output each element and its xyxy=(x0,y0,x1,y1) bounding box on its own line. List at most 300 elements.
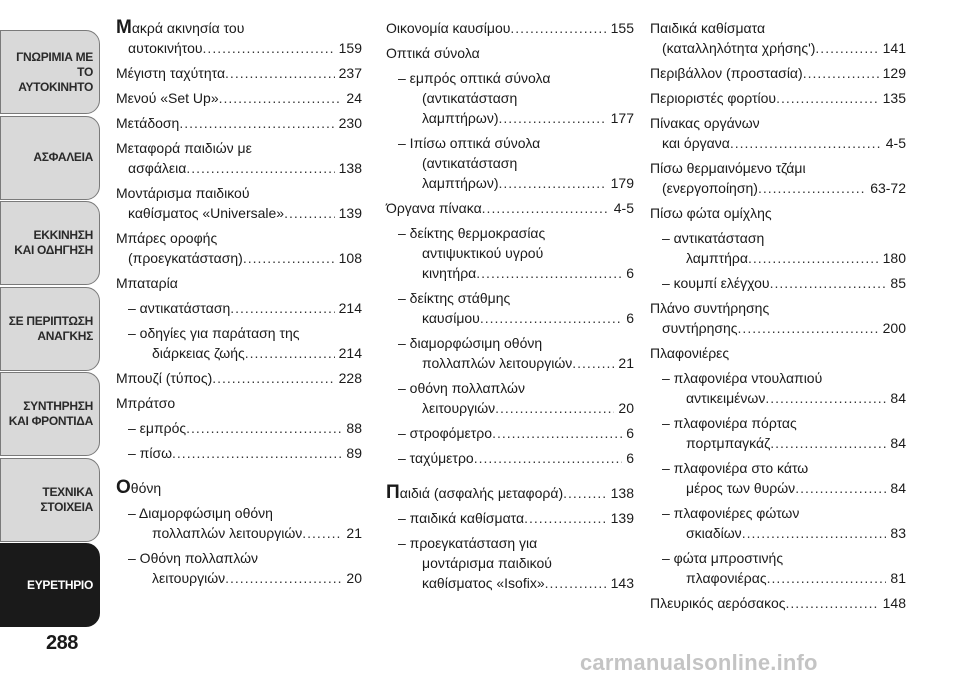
index-entry-text: – πίσω xyxy=(128,445,173,461)
index-entry-text: Οπτικά σύνολα xyxy=(386,45,480,61)
dot-leader xyxy=(243,248,335,268)
index-entry-text: – κουμπί ελέγχου xyxy=(662,275,770,291)
index-entry-text: Όργανα πίνακα xyxy=(386,200,482,216)
index-entry-text: – Οθόνη πολλαπλών xyxy=(128,550,259,566)
index-page-ref[interactable]: 139 xyxy=(610,510,634,526)
section-gap xyxy=(116,468,362,478)
index-entry-text: Πίσω θερμαινόμενο τζάμι xyxy=(650,160,806,176)
index-entry-text: σκιαδίων xyxy=(686,525,742,541)
dot-leader xyxy=(219,88,343,108)
index-page-ref[interactable]: 4-5 xyxy=(613,200,634,216)
index-entry[interactable] xyxy=(650,458,906,498)
index-entry-text: – φώτα μπροστινής xyxy=(662,550,784,566)
dot-leader xyxy=(770,273,887,293)
index-page-ref[interactable]: 138 xyxy=(610,485,634,501)
index-entry-line xyxy=(398,533,634,553)
index-entry-line xyxy=(116,38,362,58)
index-entry[interactable] xyxy=(116,228,362,268)
index-entry-line xyxy=(662,433,906,453)
dot-leader xyxy=(524,508,607,528)
index-entry-text: καθίσματος «Isofix» xyxy=(422,575,545,591)
index-page-ref[interactable]: 237 xyxy=(338,65,362,81)
index-column-2 xyxy=(386,18,634,598)
index-entry-text: λειτουργιών xyxy=(152,570,226,586)
dot-leader xyxy=(179,113,334,133)
index-entry-text: – αντικατάσταση xyxy=(128,300,231,316)
index-entry-text: (ενεργοποίηση) xyxy=(662,180,758,196)
index-entry-line xyxy=(116,228,362,248)
index-page-ref[interactable]: 143 xyxy=(610,575,634,591)
index-entry[interactable] xyxy=(386,378,634,418)
index-entry-text: – πλαφονιέρες φώτων xyxy=(662,505,800,521)
index-page-ref[interactable]: 20 xyxy=(618,400,634,416)
index-entry-text: Μενού «Set Up» xyxy=(116,90,219,106)
index-page-ref[interactable]: 214 xyxy=(338,300,362,316)
index-entry[interactable] xyxy=(650,273,906,293)
index-entry-text: λαμπτήρων) xyxy=(422,175,499,191)
dot-leader xyxy=(572,353,614,373)
index-entry-line xyxy=(662,548,906,568)
index-entry[interactable] xyxy=(116,63,362,83)
index-entry-line xyxy=(398,333,634,353)
index-entry-text: κινητήρα xyxy=(422,265,477,281)
index-entry-text: Οικονομία καυσίμου xyxy=(386,20,511,36)
index-entry-line xyxy=(398,173,634,193)
dot-leader xyxy=(245,343,335,363)
index-entry[interactable] xyxy=(386,133,634,193)
chapter-tab-label: ΣΥΝΤΗΡΗΣΗ ΚΑΙ ΦΡΟΝΤΙΔΑ xyxy=(8,399,93,428)
index-entry-text: Μοντάρισμα παιδικού xyxy=(116,185,250,201)
index-entry-line xyxy=(398,308,634,328)
index-entry-line xyxy=(662,388,906,408)
index-entry-text: Μετάδοση xyxy=(116,115,180,131)
dot-leader xyxy=(748,248,879,268)
index-page-ref[interactable]: 155 xyxy=(610,20,634,36)
index-entry-line xyxy=(116,88,362,108)
index-entry-text: Μπράτσο xyxy=(116,395,176,411)
index-entry-text: Πλάνο συντήρησης xyxy=(650,300,770,316)
index-entry-text: και όργανα xyxy=(662,135,730,151)
watermark: carmanualsonline.info xyxy=(580,650,818,675)
index-entry-text: – Διαμορφώσιμη οθόνη xyxy=(128,505,273,521)
index-entry-line xyxy=(662,568,906,588)
index-entry[interactable] xyxy=(116,323,362,363)
index-entry-text: πλαφονιέρας xyxy=(686,570,767,586)
index-entry-line xyxy=(650,203,906,223)
index-entry-line xyxy=(662,273,906,293)
index-entry-line xyxy=(116,158,362,178)
index-entry-text: (προεγκατάσταση) xyxy=(128,250,243,266)
index-page-ref[interactable]: 4-5 xyxy=(885,135,906,151)
index-entry-text: – αντικατάσταση xyxy=(662,230,765,246)
index-entry-text: Μπάρες οροφής xyxy=(116,230,218,246)
index-page-ref[interactable]: 20 xyxy=(346,570,362,586)
index-entry-line xyxy=(650,18,906,38)
index-entry-text: μοντάρισμα παιδικού xyxy=(422,555,552,571)
index-page-ref[interactable]: 200 xyxy=(882,320,906,336)
index-page-ref[interactable]: 83 xyxy=(890,525,906,541)
index-page-ref[interactable]: 177 xyxy=(610,110,634,126)
index-entry[interactable] xyxy=(116,393,362,413)
index-page-ref[interactable]: 6 xyxy=(626,450,634,466)
index-entry-line xyxy=(398,263,634,283)
dot-leader xyxy=(302,523,342,543)
index-entry-line xyxy=(662,413,906,433)
index-entry-text: – εμπρός xyxy=(128,420,187,436)
index-entry[interactable] xyxy=(386,508,634,528)
index-entry[interactable] xyxy=(386,288,634,328)
index-column-3 xyxy=(650,18,906,618)
index-entry-line xyxy=(386,18,634,38)
index-entry-text: – δείκτης θερμοκρασίας xyxy=(398,225,546,241)
index-entry-line xyxy=(662,503,906,523)
index-entry-line xyxy=(650,38,906,58)
index-entry-line xyxy=(116,393,362,413)
index-entry-text: ασφάλεια xyxy=(128,160,187,176)
index-entry-line xyxy=(116,248,362,268)
index-entry[interactable] xyxy=(650,88,906,108)
index-entry-line xyxy=(116,203,362,223)
index-entry[interactable] xyxy=(116,418,362,438)
index-entry[interactable] xyxy=(650,203,906,223)
index-entry-text: – Ιπίσω οπτικά σύνολα xyxy=(398,135,541,151)
index-entry-line xyxy=(116,273,362,293)
index-entry-text: αυτοκινήτου xyxy=(128,40,203,56)
chapter-tab-label: ΑΣΦΑΛΕΙΑ xyxy=(33,150,93,164)
index-entry-line xyxy=(650,298,906,318)
index-page-ref[interactable]: 89 xyxy=(346,445,362,461)
chapter-tab[interactable] xyxy=(0,458,100,542)
index-page-ref[interactable]: 85 xyxy=(890,275,906,291)
dot-leader xyxy=(803,63,879,83)
dot-leader xyxy=(786,593,879,613)
index-entry-text: Μέγιστη ταχύτητα xyxy=(116,65,226,81)
index-entry-line xyxy=(650,178,906,198)
index-page-ref[interactable]: 180 xyxy=(882,250,906,266)
index-entry-line xyxy=(650,343,906,363)
index-entry-text: – πλαφονιέρα στο κάτω xyxy=(662,460,809,476)
dot-leader xyxy=(815,38,878,58)
index-entry[interactable] xyxy=(650,63,906,83)
dot-leader xyxy=(172,443,342,463)
index-entry-text: (καταλληλότητα χρήσης') xyxy=(662,40,816,56)
dot-leader xyxy=(498,108,606,128)
index-entry[interactable] xyxy=(116,273,362,293)
index-entry-text: λειτουργιών xyxy=(422,400,496,416)
index-entry-text: Μπαταρία xyxy=(116,275,178,291)
index-entry[interactable] xyxy=(386,68,634,128)
index-entry-text: συντήρησης xyxy=(662,320,738,336)
index-entry-line xyxy=(128,568,362,588)
index-entry-text: (αντικατάσταση xyxy=(422,155,518,171)
index-entry-text: – παιδικά καθίσματα xyxy=(398,510,525,526)
index-entry[interactable] xyxy=(386,43,634,63)
index-entry-text: ακρά ακινησία του xyxy=(131,20,245,36)
index-entry-text: – ταχύμετρο xyxy=(398,450,474,466)
dot-leader xyxy=(495,398,614,418)
chapter-tab[interactable] xyxy=(0,201,100,285)
index-entry-line xyxy=(398,353,634,373)
index-entry-line xyxy=(128,418,362,438)
dot-leader xyxy=(545,573,607,593)
index-page-ref[interactable]: 135 xyxy=(882,90,906,106)
index-entry[interactable] xyxy=(116,478,362,498)
index-page-ref[interactable]: 84 xyxy=(890,390,906,406)
index-entry-text: – διαμορφώσιμη οθόνη xyxy=(398,335,543,351)
index-page-ref[interactable]: 6 xyxy=(626,310,634,326)
index-entry-text: (αντικατάσταση xyxy=(422,90,518,106)
dot-leader xyxy=(230,298,334,318)
index-entry[interactable] xyxy=(386,448,634,468)
index-entry-line xyxy=(398,243,634,263)
index-entry[interactable] xyxy=(650,368,906,408)
dot-leader xyxy=(510,18,606,38)
index-entry-text: Περιοριστές φορτίου xyxy=(650,90,777,106)
chapter-tab[interactable] xyxy=(0,287,100,371)
index-entry-line xyxy=(116,368,362,388)
index-entry[interactable] xyxy=(116,183,362,223)
index-entry-text: Πλευρικός αερόσακος xyxy=(650,595,786,611)
chapter-tab[interactable] xyxy=(0,372,100,456)
index-entry-text: αντιψυκτικού υγρού xyxy=(422,245,544,261)
index-page-ref[interactable]: 228 xyxy=(338,370,362,386)
index-page-ref[interactable]: 159 xyxy=(338,40,362,56)
index-entry-line xyxy=(398,573,634,593)
dot-leader xyxy=(492,423,622,443)
index-entry-text: μέρος των θυρών xyxy=(686,480,796,496)
index-page-ref[interactable]: 179 xyxy=(610,175,634,191)
index-entry-line xyxy=(662,523,906,543)
index-entry-line xyxy=(398,68,634,88)
index-entry-line xyxy=(128,343,362,363)
dot-leader xyxy=(482,198,610,218)
index-page-ref[interactable]: 21 xyxy=(346,525,362,541)
index-entry-line xyxy=(116,183,362,203)
index-entry-line xyxy=(116,18,362,38)
section-gap xyxy=(386,473,634,483)
chapter-tab[interactable] xyxy=(0,116,100,200)
index-entry-text: πολλαπλών λειτουργιών xyxy=(152,525,303,541)
index-entry-text: αιδιά (ασφαλής μεταφορά) xyxy=(399,485,564,501)
dot-leader xyxy=(498,173,606,193)
dot-leader xyxy=(212,368,334,388)
index-entry-text: λαμπτήρα xyxy=(686,250,748,266)
index-entry-line xyxy=(128,548,362,568)
index-page-ref[interactable]: 81 xyxy=(890,570,906,586)
index-entry-line xyxy=(398,448,634,468)
dot-leader xyxy=(186,418,342,438)
index-entry[interactable] xyxy=(116,298,362,318)
chapter-tab-label: ΣΕ ΠΕΡΙΠΤΩΣΗ ΑΝΑΓΚΗΣ xyxy=(8,313,93,343)
index-entry-line xyxy=(650,133,906,153)
index-entry[interactable] xyxy=(650,228,906,268)
index-entry-line xyxy=(398,508,634,528)
dot-leader xyxy=(795,478,886,498)
chapter-tab[interactable] xyxy=(0,30,100,114)
index-entry-line xyxy=(128,298,362,318)
index-page-ref[interactable]: 21 xyxy=(618,355,634,371)
index-entry[interactable] xyxy=(116,368,362,388)
index-entry-text: πολλαπλών λειτουργιών xyxy=(422,355,573,371)
index-entry-line xyxy=(398,423,634,443)
index-entry[interactable] xyxy=(386,423,634,443)
index-entry-text: – στροφόμετρο xyxy=(398,425,493,441)
index-entry[interactable] xyxy=(650,593,906,613)
index-entry-line xyxy=(128,503,362,523)
index-entry[interactable] xyxy=(650,548,906,588)
index-column-1 xyxy=(116,18,362,593)
index-entry[interactable] xyxy=(650,413,906,453)
index-page-ref[interactable]: 138 xyxy=(338,160,362,176)
index-entry-line xyxy=(398,398,634,418)
index-entry[interactable] xyxy=(116,503,362,543)
index-entry-text: Περιβάλλον (προστασία) xyxy=(650,65,803,81)
index-page-ref[interactable]: 84 xyxy=(890,480,906,496)
index-entry-line xyxy=(398,553,634,573)
index-entry-line xyxy=(116,138,362,158)
index-page-ref[interactable]: 84 xyxy=(890,435,906,451)
index-entry-line xyxy=(662,458,906,478)
dot-leader xyxy=(203,38,335,58)
index-entry[interactable] xyxy=(650,113,906,153)
dot-leader xyxy=(730,133,882,153)
index-entry-line xyxy=(128,443,362,463)
index-entry[interactable] xyxy=(386,333,634,373)
dot-leader xyxy=(225,63,335,83)
index-entry-text: – προεγκατάσταση για xyxy=(398,535,538,551)
index-entry[interactable] xyxy=(116,18,362,58)
dot-leader xyxy=(476,263,622,283)
index-page-ref[interactable]: 88 xyxy=(346,420,362,436)
index-entry[interactable] xyxy=(116,548,362,588)
index-entry-line xyxy=(398,378,634,398)
index-page-ref[interactable]: 6 xyxy=(626,265,634,281)
index-page-ref[interactable]: 139 xyxy=(338,205,362,221)
index-entry-line xyxy=(650,318,906,338)
index-entry-text: – εμπρός οπτικά σύνολα xyxy=(398,70,551,86)
page-number: 288 xyxy=(46,632,78,654)
index-page-ref[interactable]: 141 xyxy=(882,40,906,56)
index-entry-text: – οδηγίες για παράταση της xyxy=(128,325,300,341)
dot-leader xyxy=(284,203,335,223)
index-entry[interactable] xyxy=(386,223,634,283)
index-entry-text: – πλαφονιέρα ντουλαπιού xyxy=(662,370,823,386)
dot-leader xyxy=(742,523,887,543)
section-letter: Μ xyxy=(116,17,132,38)
dot-leader xyxy=(563,483,607,503)
index-page-ref[interactable]: 24 xyxy=(346,90,362,106)
index-page-ref[interactable]: 129 xyxy=(882,65,906,81)
index-entry[interactable] xyxy=(386,198,634,218)
index-entry-text: λαμπτήρων) xyxy=(422,110,499,126)
index-entry[interactable] xyxy=(116,138,362,178)
index-entry-text: Μεταφορά παιδιών με xyxy=(116,140,252,156)
dot-leader xyxy=(767,568,887,588)
index-entry-line xyxy=(386,198,634,218)
index-entry-text: πορτμπαγκάζ xyxy=(686,435,771,451)
index-entry-line xyxy=(398,133,634,153)
index-page-ref[interactable]: 108 xyxy=(338,250,362,266)
index-page-ref[interactable]: 148 xyxy=(882,595,906,611)
index-entry[interactable] xyxy=(116,443,362,463)
index-entry-text: Παιδικά καθίσματα xyxy=(650,20,766,36)
index-entry-text: διάρκειας ζωής xyxy=(152,345,245,361)
index-entry[interactable] xyxy=(116,88,362,108)
index-entry[interactable] xyxy=(386,483,634,503)
index-entry[interactable] xyxy=(650,298,906,338)
index-entry-line xyxy=(116,63,362,83)
index-entry-text: – πλαφονιέρα πόρτας xyxy=(662,415,797,431)
chapter-tab-label: ΓΝΩΡΙΜΙΑ ΜΕ ΤΟ ΑΥΤΟΚΙΝΗΤΟ xyxy=(16,49,93,94)
index-entry-line xyxy=(650,88,906,108)
dot-leader xyxy=(765,388,886,408)
index-entry-text: Πίσω φώτα ομίχλης xyxy=(650,205,772,221)
index-entry-text: Μπουζί (τύπος) xyxy=(116,370,213,386)
dot-leader xyxy=(480,308,622,328)
index-entry-line xyxy=(650,593,906,613)
index-entry[interactable] xyxy=(116,113,362,133)
index-entry-line xyxy=(662,478,906,498)
index-entry-line xyxy=(398,88,634,108)
index-page-ref[interactable]: 230 xyxy=(338,115,362,131)
index-entry-text: καυσίμου xyxy=(422,310,480,326)
index-entry-line xyxy=(116,478,362,498)
section-letter: Ο xyxy=(116,477,131,498)
index-entry-line xyxy=(128,323,362,343)
index-entry-text: αντικειμένων xyxy=(686,390,766,406)
index-entry-text: θόνη xyxy=(130,480,162,496)
index-entry-line xyxy=(386,43,634,63)
chapter-tab-label: ΕΥΡΕΤΗΡΙΟ xyxy=(27,577,93,592)
index-entry[interactable] xyxy=(386,18,634,38)
index-entry-text: – οθόνη πολλαπλών xyxy=(398,380,525,396)
index-entry[interactable] xyxy=(650,158,906,198)
index-entry-text: – δείκτης στάθμης xyxy=(398,290,511,306)
index-entry[interactable] xyxy=(650,343,906,363)
index-entry-line xyxy=(662,368,906,388)
index-entry-text: καθίσματος «Universale» xyxy=(128,205,285,221)
chapter-tab[interactable] xyxy=(0,543,100,627)
index-entry[interactable] xyxy=(386,533,634,593)
section-letter: Π xyxy=(386,482,400,503)
index-page-ref[interactable]: 63-72 xyxy=(870,180,906,196)
index-entry-line xyxy=(650,158,906,178)
index-entry-line xyxy=(116,113,362,133)
index-entry[interactable] xyxy=(650,503,906,543)
index-entry-line xyxy=(386,483,634,503)
index-entry-line xyxy=(398,108,634,128)
dot-leader xyxy=(186,158,334,178)
index-page-ref[interactable]: 6 xyxy=(626,425,634,441)
index-entry-line xyxy=(398,223,634,243)
index-entry-line xyxy=(398,288,634,308)
index-entry-line xyxy=(662,248,906,268)
index-page-ref[interactable]: 214 xyxy=(338,345,362,361)
dot-leader xyxy=(738,318,879,338)
index-entry-text: Πίνακας οργάνων xyxy=(650,115,760,131)
index-entry-line xyxy=(650,113,906,133)
dot-leader xyxy=(776,88,879,108)
dot-leader xyxy=(758,178,866,198)
dot-leader xyxy=(770,433,886,453)
chapter-tab-label: ΕΚΚΙΝΗΣΗ ΚΑΙ ΟΔΗΓΗΣΗ xyxy=(14,228,93,257)
index-entry-line xyxy=(650,63,906,83)
dot-leader xyxy=(225,568,342,588)
chapter-tab-label: ΤΕΧΝΙΚΑ ΣΤΟΙΧΕΙΑ xyxy=(40,484,93,514)
index-entry[interactable] xyxy=(650,18,906,58)
index-entry-text: Πλαφονιέρες xyxy=(650,345,730,361)
index-entry-line xyxy=(128,523,362,543)
